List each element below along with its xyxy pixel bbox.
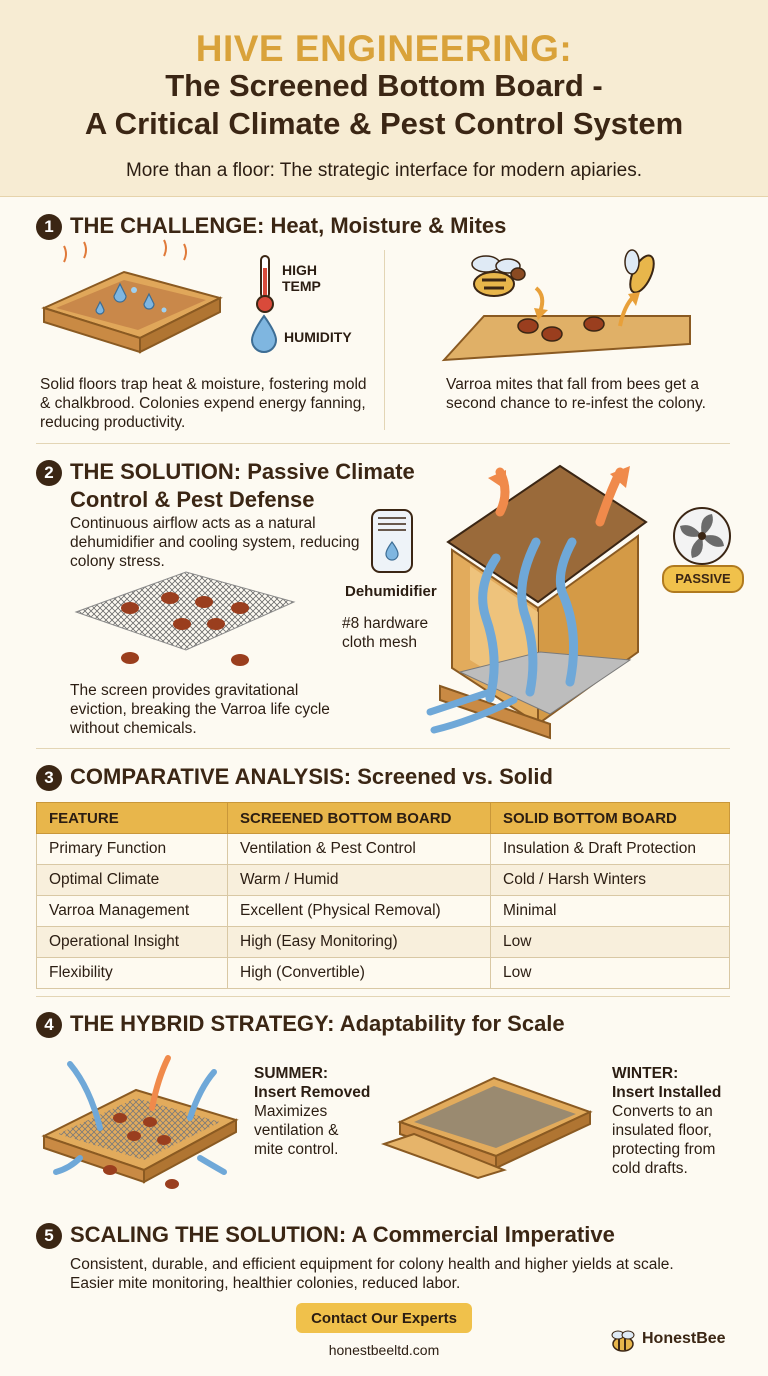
dehumidifier-icon — [370, 508, 414, 576]
thermometer-icon — [254, 254, 276, 314]
table-row — [37, 865, 730, 896]
section-2-number: 2 — [36, 460, 62, 486]
section-1-title — [36, 213, 506, 240]
dehumidifier-label: Dehumidifier — [345, 583, 437, 600]
section-5-number: 5 — [36, 1223, 62, 1249]
brand-name: HonestBee — [642, 1330, 726, 1347]
section-5-title-text: SCALING THE SOLUTION: A Commercial Imperative — [70, 1222, 615, 1247]
table-cell: Warm / Humid — [228, 865, 491, 896]
table-cell: Ventilation & Pest Control — [228, 834, 491, 865]
solution-mesh-text: The screen provides gravitational eviction, breaking the Varroa life cycle without chemicals. — [70, 682, 330, 737]
header — [0, 0, 768, 197]
table-cell: Flexibility — [37, 958, 228, 989]
winter-text: Converts to an insulated floor, protecting from cold drafts. — [612, 1103, 716, 1177]
table-cell: Excellent (Physical Removal) — [228, 896, 491, 927]
divider-1 — [36, 443, 730, 444]
summer-title-line-1: SUMMER: — [254, 1065, 329, 1082]
divider-3 — [36, 996, 730, 997]
table-cell: Primary Function — [37, 834, 228, 865]
section-4-number: 4 — [36, 1012, 62, 1038]
summer-title-line-2: Insert Removed — [254, 1084, 371, 1101]
section-1-title-text: THE CHALLENGE: Heat, Moisture & Mites — [70, 213, 507, 238]
winter-block — [612, 1064, 752, 1178]
high-temp-label-line-1: HIGH — [282, 262, 317, 278]
table-header-screened: SCREENED BOTTOM BOARD — [228, 803, 491, 834]
high-temp-label — [282, 262, 321, 294]
section-1-vertical-divider — [384, 250, 385, 430]
title-line-2: The Screened Bottom Board - — [165, 68, 603, 103]
challenge-left-text: Solid floors trap heat & moisture, fostering mold & chalkbrood. Colonies expend energy fanning, reducing productivity. — [40, 376, 367, 431]
section-3-title — [36, 764, 553, 791]
section-2-title-line-1: THE SOLUTION: Passive Climate — [70, 459, 415, 484]
section-2-title-line-2: Control & Pest Defense — [70, 487, 315, 513]
section-3-title-text: COMPARATIVE ANALYSIS: Screened vs. Solid — [70, 764, 553, 789]
table-cell: Insulation & Draft Protection — [491, 834, 730, 865]
table-row — [37, 896, 730, 927]
humidity-label: HUMIDITY — [284, 329, 352, 345]
subtitle: More than a floor: The strategic interface for modern apiaries. — [125, 160, 643, 181]
website-link[interactable]: honestbeeltd.com — [328, 1342, 440, 1358]
title-line-1: HIVE ENGINEERING: — [195, 28, 573, 69]
mesh-mites-illustration — [76, 572, 296, 672]
section-1-number: 1 — [36, 214, 62, 240]
section-4-title — [36, 1011, 565, 1038]
title-line-3: A Critical Climate & Pest Control System — [84, 106, 684, 141]
solid-floor-illustration — [44, 250, 224, 362]
scaling-text: Consistent, durable, and efficient equipment for colony health and higher yields at scale. Easier mite monitoring, healthier colonies, reduced labor. — [70, 1256, 674, 1292]
table-cell: Cold / Harsh Winters — [491, 865, 730, 896]
mesh-label-line-2: cloth mesh — [342, 634, 417, 651]
divider-2 — [36, 748, 730, 749]
table-cell: Low — [491, 927, 730, 958]
summer-text: Maximizes ventilation & mite control. — [254, 1103, 339, 1158]
section-2-title — [36, 458, 415, 514]
summer-block — [254, 1064, 384, 1159]
table-cell: Optimal Climate — [37, 865, 228, 896]
table-cell: Low — [491, 958, 730, 989]
table-header-row — [37, 803, 730, 834]
table-cell: Operational Insight — [37, 927, 228, 958]
water-drop-icon — [250, 314, 278, 354]
table-row — [37, 958, 730, 989]
table-row — [37, 834, 730, 865]
winter-title-line-1: WINTER: — [612, 1065, 679, 1082]
summer-tray-illustration — [40, 1048, 240, 1194]
table-header-feature: FEATURE — [37, 803, 228, 834]
table-row — [37, 927, 730, 958]
mesh-label-line-1: #8 hardware — [342, 615, 429, 632]
table-cell: High (Easy Monitoring) — [228, 927, 491, 958]
table-header-solid: SOLID BOTTOM BOARD — [491, 803, 730, 834]
contact-experts-button[interactable]: Contact Our Experts — [296, 1303, 472, 1333]
table-cell: Minimal — [491, 896, 730, 927]
high-temp-label-line-2: TEMP — [282, 278, 321, 294]
table-cell: High (Convertible) — [228, 958, 491, 989]
solution-airflow-text: Continuous airflow acts as a natural dehumidifier and cooling system, reducing colony stress. — [70, 515, 360, 570]
winter-title-line-2: Insert Installed — [612, 1084, 722, 1101]
comparison-table — [36, 802, 730, 989]
section-4-title-text: THE HYBRID STRATEGY: Adaptability for Scale — [70, 1011, 565, 1036]
fan-icon — [672, 506, 732, 566]
section-3-number: 3 — [36, 765, 62, 791]
hive-cutaway-illustration — [430, 462, 670, 738]
varroa-fall-illustration — [444, 244, 694, 362]
passive-badge: PASSIVE — [662, 565, 744, 593]
challenge-right-text: Varroa mites that fall from bees get a second chance to re-infest the colony. — [446, 376, 706, 412]
table-cell: Varroa Management — [37, 896, 228, 927]
section-5-title — [36, 1222, 615, 1249]
winter-tray-illustration — [384, 1052, 604, 1182]
bee-logo-icon — [608, 1330, 638, 1354]
